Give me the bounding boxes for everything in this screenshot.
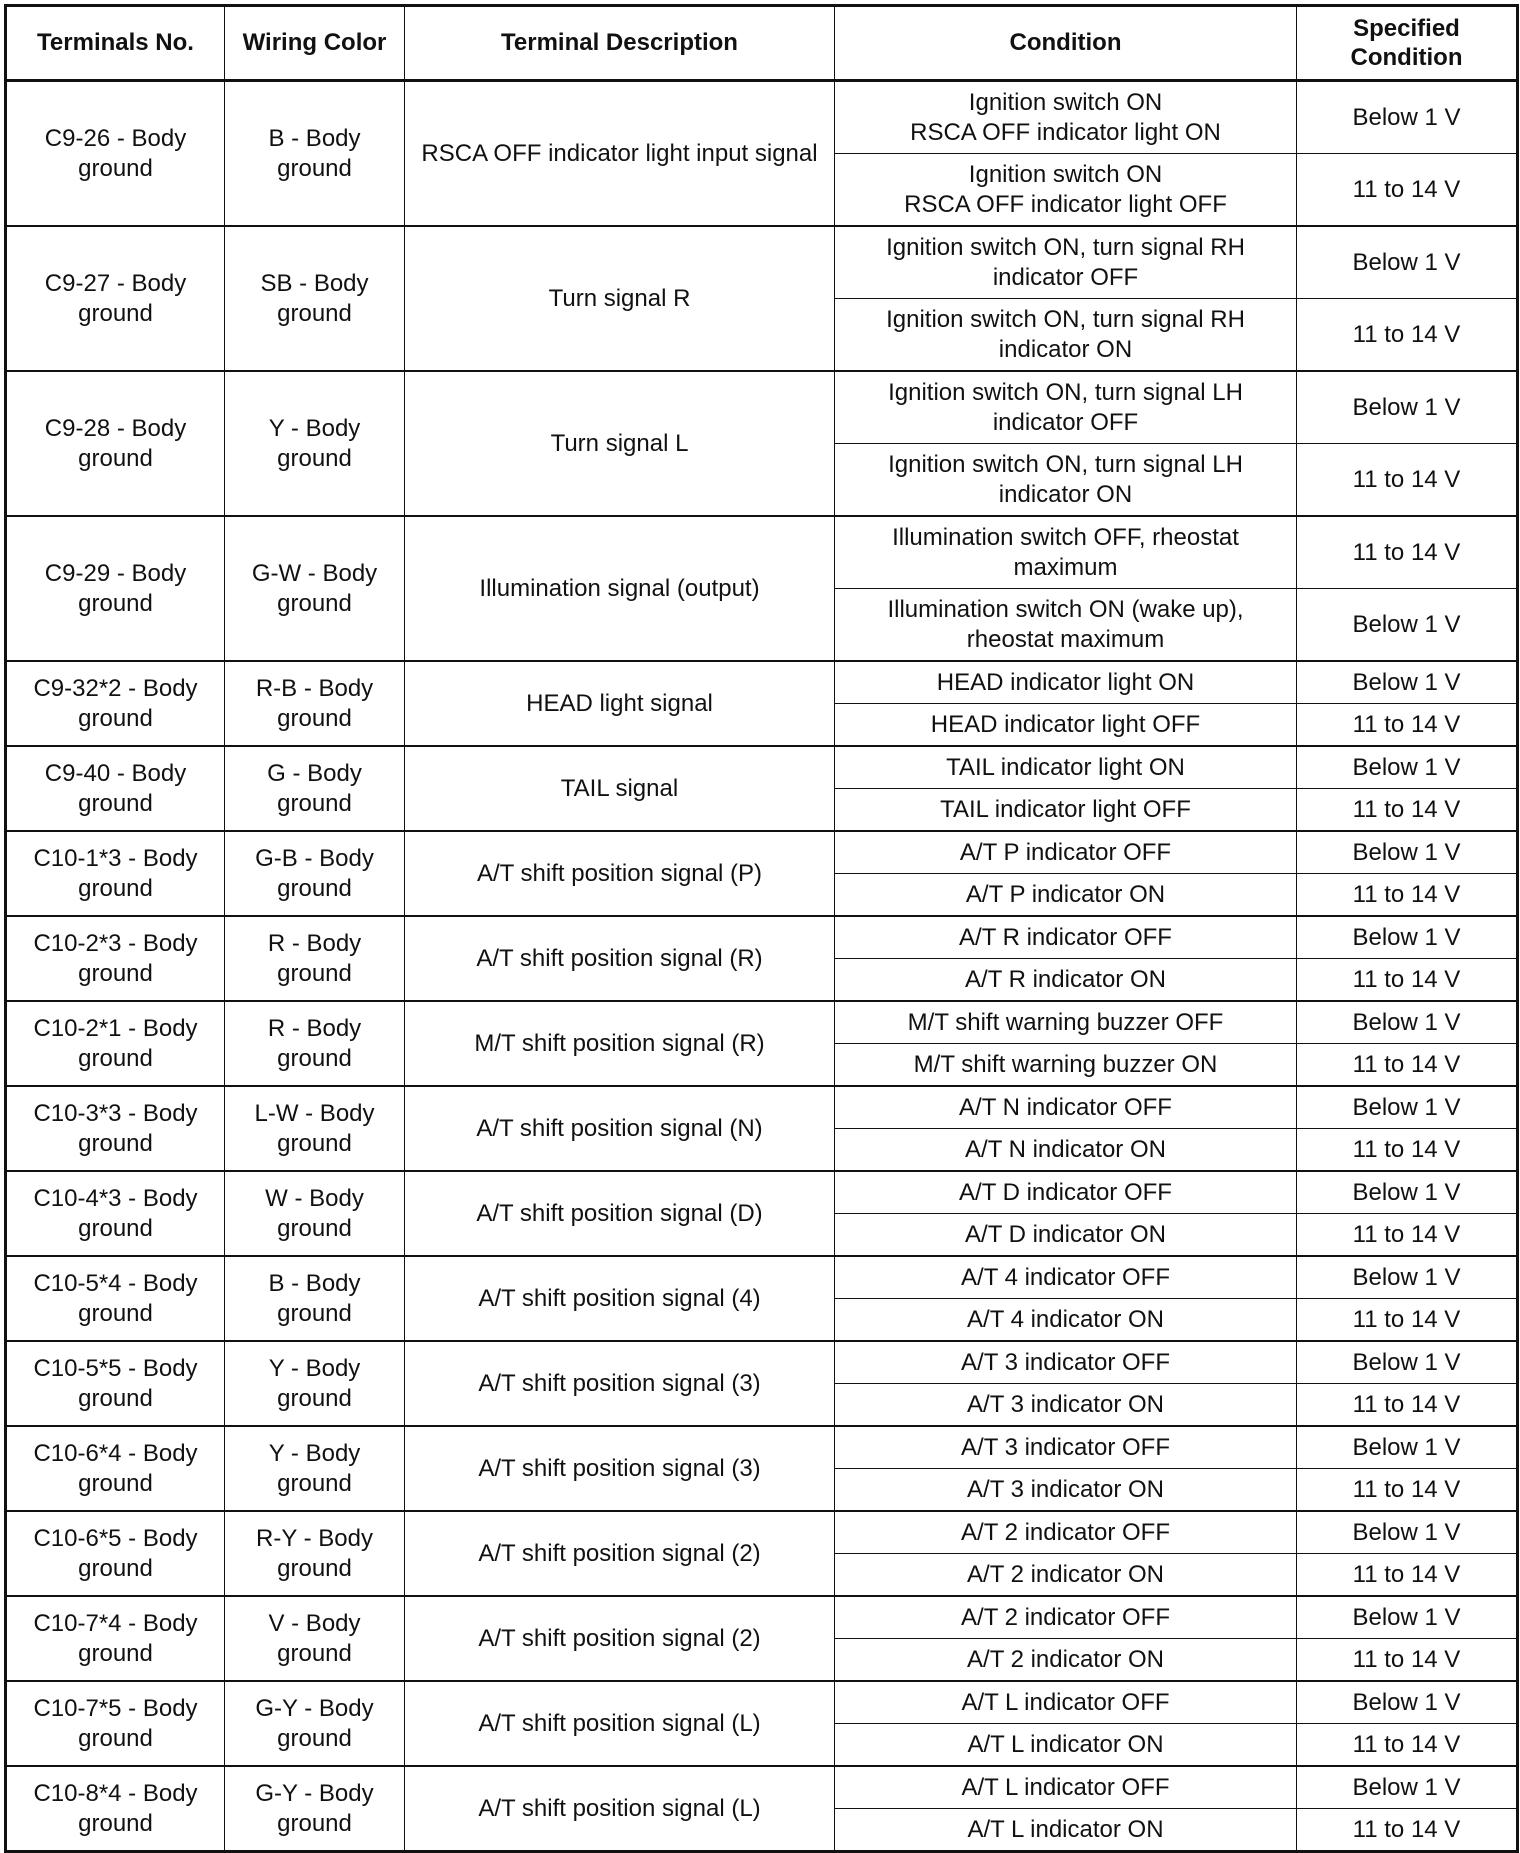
wiring-color-cell	[225, 1511, 405, 1596]
specified-condition-cell: Below 1 V	[1297, 589, 1518, 662]
condition-line: A/T 3 indicator OFF	[961, 1433, 1170, 1461]
specified-condition-cell: 11 to 14 V	[1297, 1214, 1518, 1257]
condition-line: HEAD indicator light OFF	[930, 710, 1201, 738]
table-row	[6, 1681, 1518, 1724]
wiring-color-line: ground	[277, 1809, 352, 1837]
condition-line: A/T 2 indicator OFF	[961, 1603, 1170, 1631]
terminal-description-cell: Turn signal L	[405, 371, 835, 516]
terminal-no-cell	[6, 1426, 225, 1511]
wiring-color-line: SB - Body	[260, 269, 369, 297]
wiring-color-line: ground	[277, 589, 352, 617]
condition-cell	[835, 81, 1297, 154]
specified-condition-cell: 11 to 14 V	[1297, 154, 1518, 227]
condition-line: A/T L indicator ON	[967, 1815, 1164, 1843]
condition-line: HEAD indicator light ON	[936, 668, 1195, 696]
header-condition: Condition	[835, 6, 1297, 81]
wiring-color-line: R-Y - Body	[256, 1524, 373, 1552]
terminal-no-line: C10-6*5 - Body	[33, 1524, 198, 1552]
condition-line: A/T R indicator ON	[965, 965, 1166, 993]
table-row	[6, 1086, 1518, 1129]
terminal-no-cell	[6, 81, 225, 227]
wiring-color-cell	[225, 1171, 405, 1256]
specified-condition-cell: 11 to 14 V	[1297, 789, 1518, 832]
condition-cell	[835, 1426, 1297, 1469]
wiring-color-line: G - Body	[267, 759, 362, 787]
condition-line: maximum	[1013, 553, 1118, 581]
condition-line: A/T L indicator OFF	[961, 1773, 1170, 1801]
terminal-no-cell	[6, 746, 225, 831]
condition-line: Ignition switch ON, turn signal LH	[888, 378, 1243, 406]
condition-cell	[835, 154, 1297, 227]
wiring-color-cell	[225, 516, 405, 661]
condition-line: Ignition switch ON	[968, 88, 1163, 116]
terminal-description-cell: A/T shift position signal (2)	[405, 1511, 835, 1596]
terminal-no-line: ground	[78, 1809, 153, 1837]
terminal-no-cell	[6, 1511, 225, 1596]
terminal-no-line: ground	[78, 789, 153, 817]
specified-condition-cell: Below 1 V	[1297, 1001, 1518, 1044]
header-terminals-no: Terminals No.	[6, 6, 225, 81]
wiring-color-line: ground	[277, 704, 352, 732]
specified-condition-cell: 11 to 14 V	[1297, 1724, 1518, 1767]
condition-cell	[835, 1129, 1297, 1172]
terminal-description-cell: A/T shift position signal (D)	[405, 1171, 835, 1256]
condition-line: indicator OFF	[992, 263, 1139, 291]
wiring-color-line: Y - Body	[268, 414, 361, 442]
condition-line: A/T 3 indicator ON	[967, 1475, 1164, 1503]
condition-line: A/T N indicator OFF	[959, 1093, 1172, 1121]
table-row	[6, 371, 1518, 444]
condition-line: A/T L indicator ON	[967, 1730, 1164, 1758]
wiring-color-line: R - Body	[267, 1014, 362, 1042]
terminal-description-cell: A/T shift position signal (L)	[405, 1681, 835, 1766]
specified-condition-cell: 11 to 14 V	[1297, 959, 1518, 1002]
table-row	[6, 1171, 1518, 1214]
terminal-no-line: ground	[78, 1129, 153, 1157]
condition-line: Ignition switch ON, turn signal RH	[886, 305, 1245, 333]
wiring-color-line: G-Y - Body	[255, 1779, 374, 1807]
terminal-no-cell	[6, 1256, 225, 1341]
wiring-color-line: ground	[277, 1469, 352, 1497]
specified-condition-cell: 11 to 14 V	[1297, 1809, 1518, 1852]
specified-condition-cell: Below 1 V	[1297, 371, 1518, 444]
wiring-color-line: ground	[277, 874, 352, 902]
specified-condition-cell: Below 1 V	[1297, 1341, 1518, 1384]
condition-cell	[835, 789, 1297, 832]
wiring-color-line: G-W - Body	[251, 559, 378, 587]
wiring-color-cell	[225, 1596, 405, 1681]
terminal-no-line: ground	[78, 1384, 153, 1412]
table-row	[6, 1256, 1518, 1299]
condition-line: TAIL indicator light ON	[946, 753, 1185, 781]
condition-cell	[835, 1171, 1297, 1214]
terminal-no-line: C9-27 - Body	[44, 269, 187, 297]
terminal-no-line: ground	[78, 704, 153, 732]
terminal-no-cell	[6, 226, 225, 371]
terminal-no-line: ground	[78, 1554, 153, 1582]
condition-line: Ignition switch ON, turn signal RH	[886, 233, 1245, 261]
condition-line: RSCA OFF indicator light ON	[910, 118, 1221, 146]
specified-condition-cell: 11 to 14 V	[1297, 1384, 1518, 1427]
terminal-description-cell: RSCA OFF indicator light input signal	[405, 81, 835, 227]
specified-condition-cell: Below 1 V	[1297, 661, 1518, 704]
specified-condition-cell: Below 1 V	[1297, 746, 1518, 789]
terminal-no-line: C9-40 - Body	[44, 759, 187, 787]
table-row	[6, 1511, 1518, 1554]
terminal-description-cell: A/T shift position signal (R)	[405, 916, 835, 1001]
condition-line: A/T 3 indicator ON	[967, 1390, 1164, 1418]
table-header-row	[6, 6, 1518, 81]
terminal-description-cell: A/T shift position signal (3)	[405, 1426, 835, 1511]
condition-cell	[835, 1086, 1297, 1129]
terminal-no-line: C9-29 - Body	[44, 559, 187, 587]
terminal-spec-table	[4, 4, 1519, 1853]
condition-line: RSCA OFF indicator light OFF	[904, 190, 1227, 218]
terminal-description-cell: A/T shift position signal (P)	[405, 831, 835, 916]
condition-cell	[835, 1299, 1297, 1342]
terminal-no-line: ground	[78, 1044, 153, 1072]
specified-condition-cell: 11 to 14 V	[1297, 1639, 1518, 1682]
condition-cell	[835, 1809, 1297, 1852]
terminal-description-cell: A/T shift position signal (L)	[405, 1766, 835, 1852]
wiring-color-line: ground	[277, 1214, 352, 1242]
terminal-no-line: ground	[78, 1639, 153, 1667]
condition-line: A/T 3 indicator OFF	[961, 1348, 1170, 1376]
wiring-color-line: ground	[277, 299, 352, 327]
terminal-no-line: ground	[78, 299, 153, 327]
condition-cell	[835, 1554, 1297, 1597]
specified-condition-cell: 11 to 14 V	[1297, 1469, 1518, 1512]
condition-cell	[835, 226, 1297, 299]
specified-condition-cell: Below 1 V	[1297, 1171, 1518, 1214]
condition-cell	[835, 516, 1297, 589]
terminal-no-cell	[6, 516, 225, 661]
terminal-no-cell	[6, 1171, 225, 1256]
condition-line: rheostat maximum	[966, 625, 1165, 653]
condition-cell	[835, 1724, 1297, 1767]
condition-cell	[835, 1256, 1297, 1299]
table-row	[6, 746, 1518, 789]
terminal-no-line: C10-2*1 - Body	[33, 1014, 198, 1042]
terminal-no-cell	[6, 1766, 225, 1852]
specified-condition-cell: Below 1 V	[1297, 1426, 1518, 1469]
specified-condition-cell: 11 to 14 V	[1297, 516, 1518, 589]
terminal-description-cell: TAIL signal	[405, 746, 835, 831]
specified-condition-cell: Below 1 V	[1297, 226, 1518, 299]
condition-cell	[835, 1766, 1297, 1809]
terminal-no-cell	[6, 831, 225, 916]
wiring-color-line: ground	[277, 1299, 352, 1327]
terminal-no-line: C10-2*3 - Body	[33, 929, 198, 957]
wiring-color-line: ground	[277, 1724, 352, 1752]
condition-cell	[835, 1469, 1297, 1512]
wiring-color-cell	[225, 1341, 405, 1426]
terminal-no-line: ground	[78, 1724, 153, 1752]
condition-line: Ignition switch ON, turn signal LH	[888, 450, 1243, 478]
terminal-no-line: C10-6*4 - Body	[33, 1439, 198, 1467]
condition-line: A/T R indicator OFF	[959, 923, 1172, 951]
specified-condition-cell: Below 1 V	[1297, 831, 1518, 874]
terminal-no-cell	[6, 1341, 225, 1426]
terminal-no-line: C10-3*3 - Body	[33, 1099, 198, 1127]
table-row	[6, 661, 1518, 704]
condition-line: indicator ON	[998, 480, 1133, 508]
condition-line: A/T N indicator ON	[965, 1135, 1166, 1163]
table-row	[6, 1596, 1518, 1639]
terminal-no-line: ground	[78, 959, 153, 987]
condition-cell	[835, 1384, 1297, 1427]
terminal-no-line: ground	[78, 154, 153, 182]
condition-line: A/T D indicator OFF	[959, 1178, 1172, 1206]
specified-condition-cell: 11 to 14 V	[1297, 1554, 1518, 1597]
terminal-no-cell	[6, 916, 225, 1001]
specified-condition-cell: Below 1 V	[1297, 81, 1518, 154]
table-row	[6, 1426, 1518, 1469]
wiring-color-cell	[225, 226, 405, 371]
wiring-color-cell	[225, 916, 405, 1001]
terminal-no-line: ground	[78, 1469, 153, 1497]
wiring-color-line: B - Body	[268, 124, 361, 152]
table-row	[6, 1001, 1518, 1044]
specified-condition-cell: 11 to 14 V	[1297, 444, 1518, 517]
condition-line: A/T 4 indicator OFF	[961, 1263, 1170, 1291]
wiring-color-line: ground	[277, 1554, 352, 1582]
condition-line: Illumination switch OFF, rheostat	[892, 523, 1239, 551]
condition-cell	[835, 874, 1297, 917]
specified-condition-cell: Below 1 V	[1297, 1681, 1518, 1724]
condition-cell	[835, 1214, 1297, 1257]
condition-line: indicator ON	[998, 335, 1133, 363]
condition-line: A/T 2 indicator ON	[967, 1645, 1164, 1673]
condition-cell	[835, 661, 1297, 704]
wiring-color-line: V - Body	[268, 1609, 361, 1637]
table-row	[6, 831, 1518, 874]
condition-cell	[835, 1001, 1297, 1044]
condition-line: TAIL indicator light OFF	[940, 795, 1191, 823]
wiring-color-cell	[225, 661, 405, 746]
wiring-color-line: ground	[277, 1384, 352, 1412]
terminal-no-line: ground	[78, 444, 153, 472]
table-row	[6, 516, 1518, 589]
specified-condition-cell: Below 1 V	[1297, 1256, 1518, 1299]
condition-cell	[835, 959, 1297, 1002]
condition-cell	[835, 916, 1297, 959]
condition-cell	[835, 704, 1297, 747]
wiring-color-cell	[225, 81, 405, 227]
condition-cell	[835, 589, 1297, 662]
condition-cell	[835, 1681, 1297, 1724]
wiring-color-line: ground	[277, 789, 352, 817]
condition-cell	[835, 371, 1297, 444]
specified-condition-cell: 11 to 14 V	[1297, 1299, 1518, 1342]
terminal-spec-sheet	[4, 4, 1516, 1853]
table-body	[6, 81, 1518, 1852]
condition-cell	[835, 444, 1297, 517]
condition-line: indicator OFF	[992, 408, 1139, 436]
condition-cell	[835, 1639, 1297, 1682]
table-row	[6, 1766, 1518, 1809]
terminal-description-cell: Turn signal R	[405, 226, 835, 371]
wiring-color-line: ground	[277, 154, 352, 182]
terminal-description-cell: A/T shift position signal (3)	[405, 1341, 835, 1426]
terminal-description-cell: M/T shift position signal (R)	[405, 1001, 835, 1086]
wiring-color-cell	[225, 1426, 405, 1511]
wiring-color-line: G-B - Body	[255, 844, 374, 872]
terminal-no-cell	[6, 1596, 225, 1681]
wiring-color-line: B - Body	[268, 1269, 361, 1297]
wiring-color-cell	[225, 1766, 405, 1852]
terminal-description-cell: A/T shift position signal (2)	[405, 1596, 835, 1681]
condition-line: Ignition switch ON	[968, 160, 1163, 188]
specified-condition-cell: Below 1 V	[1297, 1766, 1518, 1809]
wiring-color-cell	[225, 746, 405, 831]
terminal-description-cell: Illumination signal (output)	[405, 516, 835, 661]
specified-condition-cell: 11 to 14 V	[1297, 299, 1518, 372]
header-specified-line-2: Condition	[1350, 44, 1463, 71]
terminal-no-line: C10-7*4 - Body	[33, 1609, 198, 1637]
wiring-color-line: ground	[277, 959, 352, 987]
table-row	[6, 1341, 1518, 1384]
condition-line: M/T shift warning buzzer ON	[913, 1050, 1218, 1078]
specified-condition-cell: Below 1 V	[1297, 916, 1518, 959]
terminal-no-cell	[6, 661, 225, 746]
specified-condition-cell: Below 1 V	[1297, 1511, 1518, 1554]
terminal-no-line: C9-32*2 - Body	[33, 674, 198, 702]
condition-line: A/T D indicator ON	[965, 1220, 1166, 1248]
wiring-color-line: ground	[277, 1639, 352, 1667]
table-row	[6, 81, 1518, 154]
terminal-no-line: C9-26 - Body	[44, 124, 187, 152]
terminal-description-cell: A/T shift position signal (N)	[405, 1086, 835, 1171]
condition-cell	[835, 746, 1297, 789]
wiring-color-cell	[225, 1256, 405, 1341]
wiring-color-line: Y - Body	[268, 1354, 361, 1382]
terminal-no-line: ground	[78, 1299, 153, 1327]
wiring-color-line: ground	[277, 1044, 352, 1072]
header-specified-condition	[1297, 6, 1518, 81]
terminal-no-line: ground	[78, 874, 153, 902]
wiring-color-cell	[225, 1681, 405, 1766]
specified-condition-cell: 11 to 14 V	[1297, 704, 1518, 747]
condition-cell	[835, 299, 1297, 372]
terminal-no-line: C9-28 - Body	[44, 414, 187, 442]
condition-cell	[835, 1511, 1297, 1554]
table-row	[6, 226, 1518, 299]
terminal-no-line: C10-5*5 - Body	[33, 1354, 198, 1382]
terminal-description-cell: HEAD light signal	[405, 661, 835, 746]
terminal-no-cell	[6, 1681, 225, 1766]
terminal-no-line: C10-8*4 - Body	[33, 1779, 198, 1807]
wiring-color-line: R-B - Body	[255, 674, 374, 702]
condition-line: A/T 4 indicator ON	[967, 1305, 1164, 1333]
terminal-no-line: ground	[78, 1214, 153, 1242]
terminal-no-line: C10-5*4 - Body	[33, 1269, 198, 1297]
wiring-color-line: G-Y - Body	[255, 1694, 374, 1722]
terminal-description-cell: A/T shift position signal (4)	[405, 1256, 835, 1341]
table-row	[6, 916, 1518, 959]
header-terminal-description: Terminal Description	[405, 6, 835, 81]
condition-line: A/T L indicator OFF	[961, 1688, 1170, 1716]
wiring-color-cell	[225, 1001, 405, 1086]
terminal-no-line: C10-4*3 - Body	[33, 1184, 198, 1212]
wiring-color-line: W - Body	[265, 1184, 364, 1212]
specified-condition-cell: Below 1 V	[1297, 1086, 1518, 1129]
wiring-color-line: ground	[277, 444, 352, 472]
wiring-color-cell	[225, 1086, 405, 1171]
terminal-no-cell	[6, 1001, 225, 1086]
condition-line: A/T P indicator OFF	[959, 838, 1172, 866]
condition-line: A/T 2 indicator OFF	[961, 1518, 1170, 1546]
wiring-color-line: L-W - Body	[254, 1099, 375, 1127]
terminal-no-line: ground	[78, 589, 153, 617]
terminal-no-cell	[6, 371, 225, 516]
specified-condition-cell: 11 to 14 V	[1297, 1129, 1518, 1172]
condition-cell	[835, 1596, 1297, 1639]
terminal-no-cell	[6, 1086, 225, 1171]
terminal-no-line: C10-7*5 - Body	[33, 1694, 198, 1722]
condition-line: A/T P indicator ON	[965, 880, 1166, 908]
condition-cell	[835, 1044, 1297, 1087]
condition-line: M/T shift warning buzzer OFF	[907, 1008, 1224, 1036]
condition-cell	[835, 831, 1297, 874]
wiring-color-line: R - Body	[267, 929, 362, 957]
specified-condition-cell: Below 1 V	[1297, 1596, 1518, 1639]
wiring-color-line: Y - Body	[268, 1439, 361, 1467]
wiring-color-cell	[225, 831, 405, 916]
specified-condition-cell: 11 to 14 V	[1297, 874, 1518, 917]
condition-line: Illumination switch ON (wake up),	[887, 595, 1244, 623]
wiring-color-line: ground	[277, 1129, 352, 1157]
header-specified-line-1: Specified	[1353, 15, 1460, 42]
condition-line: A/T 2 indicator ON	[967, 1560, 1164, 1588]
terminal-no-line: C10-1*3 - Body	[33, 844, 198, 872]
wiring-color-cell	[225, 371, 405, 516]
specified-condition-cell: 11 to 14 V	[1297, 1044, 1518, 1087]
condition-cell	[835, 1341, 1297, 1384]
header-wiring-color: Wiring Color	[225, 6, 405, 81]
